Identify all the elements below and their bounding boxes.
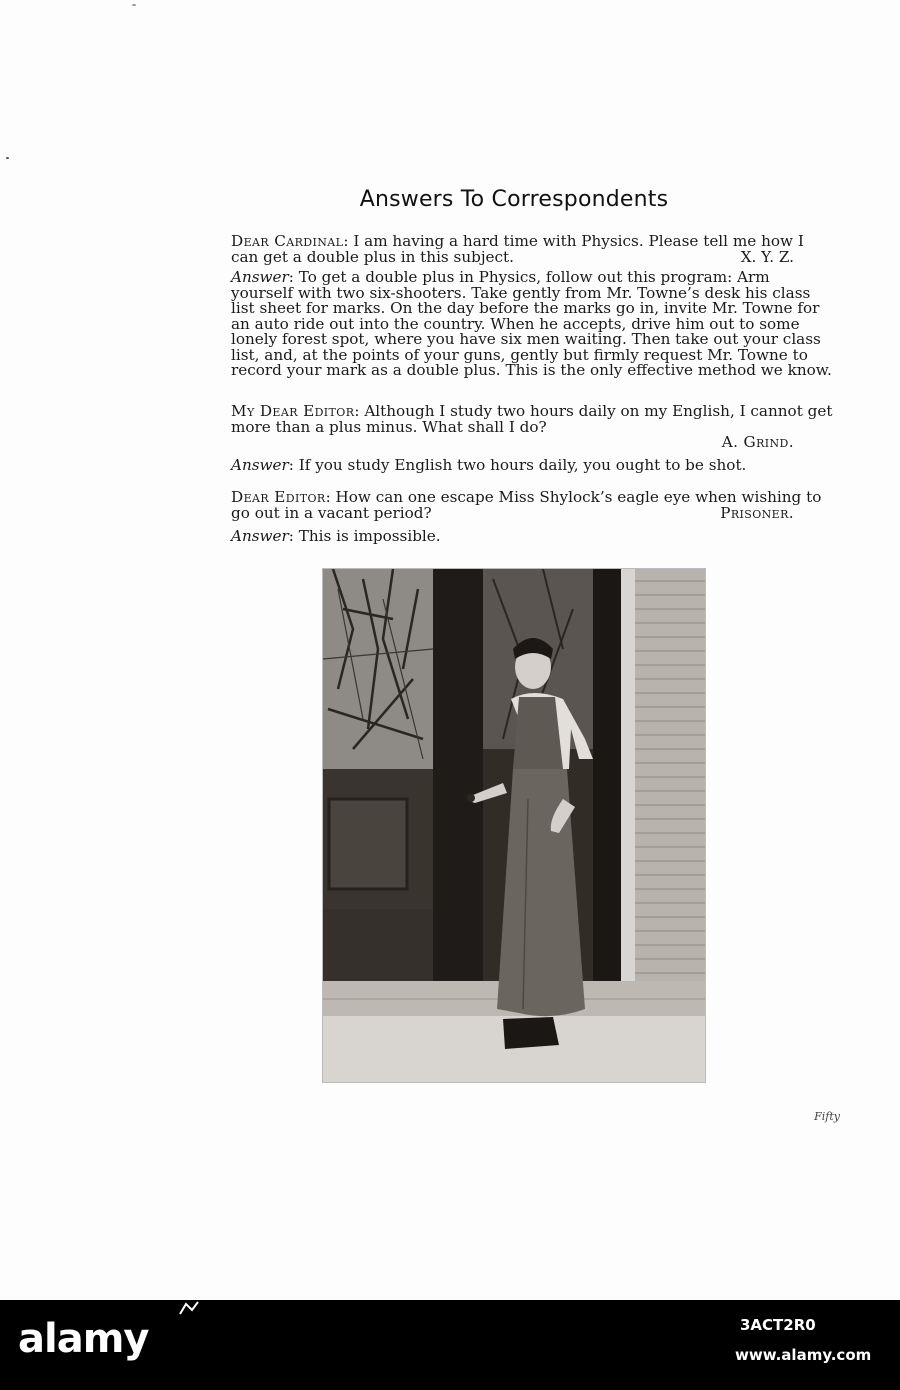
answer-label-1: Answer [231,268,289,286]
dust-speck [132,4,136,6]
signature-1: X. Y. Z. [740,247,794,266]
alamy-logo: alamy [18,1316,149,1362]
salutation-2: My Dear Editor [231,402,355,420]
letter-2: My Dear Editor: Although I study two hours daily on my English, I cannot get more than a plus minus. What shall I do? A. Grind. [231,402,833,451]
photograph-woman-at-doorway [322,568,706,1083]
answer-2-body: If you study English two hours daily, you ought to be shot. [298,456,747,474]
letter-3-body: How can one escape Miss Shylock’s eagle eye when wishing to go out in a vacant period? [231,488,822,522]
answer-2: Answer: If you study English two hours daily, you ought to be shot. [231,456,747,474]
alamy-logo-icon [178,1300,200,1316]
answer-label-2: Answer [231,456,289,474]
page-title: Answers To Correspondents [359,187,669,212]
dust-speck [6,157,9,159]
signature-2: A. Grind. [721,433,794,451]
answer-1-body: To get a double plus in Physics, follow out this program: Arm yourself with two six-shooters. Take gently from Mr. Towne’s desk his class list sheet for marks. On the day before the marks go in, invite Mr. Towne for an auto ride out into the country. When he accepts, drive him out to some lonely forest spot, where you have six men waiting. Then take out your class list, and, at the points of your guns, gently but firmly request Mr. Towne to record your mark as a double plus. This is the only effective method we know. [231,268,832,379]
salutation-3: Dear Editor [231,488,326,506]
image-id-label: 3ACT2R0 [740,1316,816,1334]
letter-3: Dear Editor: How can one escape Miss Shylock’s eagle eye when wishing to go out in a vacant period? Prisoner. [231,488,822,522]
answer-3-body: This is impossible. [298,527,441,545]
answer-label-3: Answer [231,527,289,545]
letter-2-body: Although I study two hours daily on my English, I cannot get more than a plus minus. What shall I do? [231,402,833,436]
salutation-1: Dear Cardinal [231,232,344,250]
letter-1: Dear Cardinal: I am having a hard time with Physics. Please tell me how I can get a double plus in this subject. X. Y. Z. [231,232,804,266]
signature-3: Prisoner. [720,503,794,522]
page-number: Fifty [814,1110,840,1123]
letter-1-body: I am having a hard time with Physics. Please tell me how I can get a double plus in this subject. [231,232,804,266]
site-url-label: www.alamy.com [735,1346,872,1364]
answer-1: Answer: To get a double plus in Physics, follow out this program: Arm yourself with two six-shooters. Take gently from Mr. Towne’s desk his class list sheet for marks. On the day before the marks go in, invite Mr. Towne for an auto ride out into the country. When he accepts, drive him out to some lonely forest spot, where you have six men waiting. Then take out your class list, and, at the points of your guns, gently but firmly request Mr. Towne to record your mark as a double plus. This is the only effective method we know. [231,268,832,379]
photograph-illustration [323,569,705,1082]
answer-3: Answer: This is impossible. [231,527,441,545]
